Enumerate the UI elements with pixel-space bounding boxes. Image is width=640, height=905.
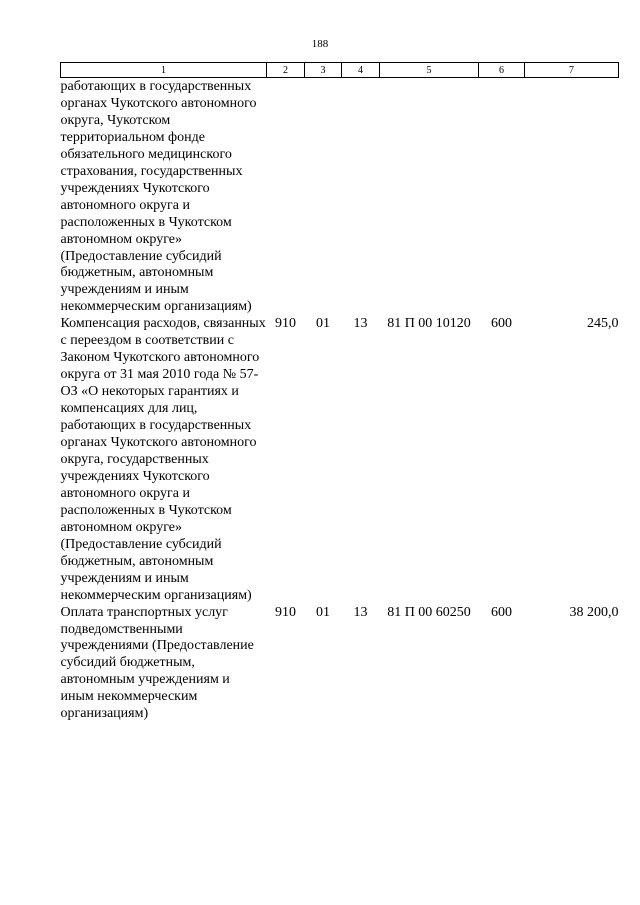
row-expense-type: 600 — [491, 604, 512, 620]
column-number-header — [61, 63, 619, 78]
column-header-2: 2 — [267, 63, 305, 78]
page-number: 188 — [311, 38, 329, 50]
table-row — [61, 605, 619, 724]
row-target-article — [380, 78, 479, 317]
row-subsection: 13 — [353, 316, 368, 332]
column-header-4: 4 — [342, 63, 380, 78]
column-header-1: 1 — [61, 63, 267, 78]
row-name: Компенсация расходов, связанных с переездом в соответствии с Законом Чукотского автономного округа от 31 мая 2010 года № 57-ОЗ «О некоторых гарантиях и компенсациях для лиц, работающих в государственных органах Чукотского автономного округа, государственных учреждениях Чукотского автономного округа и расположенных в Чукотском автономном округе» (Предоставление субсидий бюджетным, автономным учреждениям и иным некоммерческим организациям) — [60, 316, 266, 603]
row-expense-type: 600 — [491, 316, 512, 332]
column-header-5: 5 — [380, 63, 479, 78]
row-target-article: 81 П 00 60250 — [387, 604, 471, 620]
table-row — [61, 316, 619, 604]
row-expense-type — [479, 78, 525, 317]
row-amount — [525, 78, 619, 317]
row-amount: 245,0 — [587, 316, 619, 332]
row-section: 01 — [316, 316, 330, 332]
row-section — [305, 78, 342, 317]
column-header-6: 6 — [479, 63, 525, 78]
row-ministry: 910 — [275, 604, 296, 620]
budget-table — [60, 62, 619, 723]
row-subsection: 13 — [353, 604, 368, 620]
table-row — [61, 78, 619, 317]
row-amount: 38 200,0 — [569, 604, 619, 620]
column-header-7: 7 — [525, 63, 619, 78]
row-section: 01 — [316, 604, 330, 620]
row-name: Оплата транспортных услуг подведомственными учреждениями (Предоставление субсидий бюджетным, автономным учреждениям и иным некоммерческим организациям) — [60, 604, 254, 722]
row-target-article: 81 П 00 10120 — [387, 316, 471, 332]
row-ministry — [267, 78, 305, 317]
column-header-3: 3 — [305, 63, 342, 78]
row-ministry: 910 — [275, 316, 296, 332]
row-name: работающих в государственных органах Чукотского автономного округа, Чукотском территориальном фонде обязательного медицинского страхования, государственных учреждениях Чукотского автономного округа и расположенных в Чукотском автономном округе» (Предоставление субсидий бюджетным, автономным учреждениям и иным некоммерческим организациям) — [60, 79, 257, 315]
row-subsection — [342, 78, 380, 317]
